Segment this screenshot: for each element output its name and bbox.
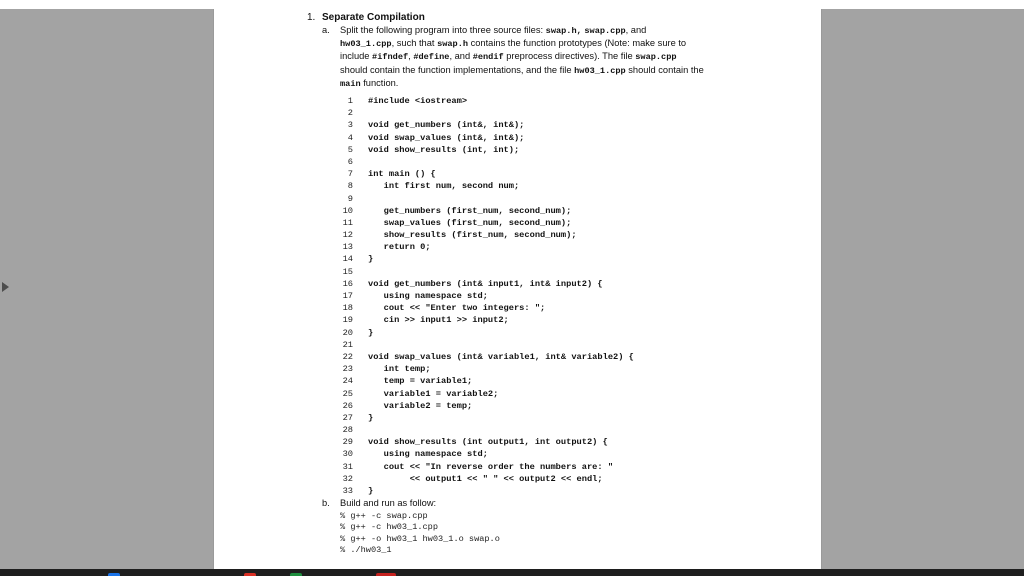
- code-text: variable2 = temp;: [368, 400, 473, 411]
- code-line: [341, 314, 509, 326]
- line-number: 14: [342, 254, 353, 265]
- line-number: 9: [347, 193, 353, 204]
- code-line: [341, 461, 614, 473]
- line-number: 25: [342, 388, 353, 399]
- code-line: [341, 95, 468, 107]
- inline-code: #ifndef: [372, 52, 409, 63]
- line-number: 10: [342, 205, 353, 216]
- line-number: 33: [342, 486, 353, 496]
- command-line: % g++ -c hw03_1.cpp: [340, 522, 438, 533]
- code-line: [341, 119, 525, 131]
- instruction-line: [340, 37, 740, 50]
- line-number: 21: [342, 339, 353, 350]
- code-line: [341, 168, 436, 180]
- code-text: int first num, second num;: [368, 181, 520, 192]
- instruction-text: ,: [408, 51, 414, 62]
- instruction-text: , and: [625, 25, 647, 35]
- code-text: int main () {: [368, 169, 436, 180]
- part-b-instructions: Build and run as follow:: [340, 498, 437, 508]
- code-text: void get_numbers (int&, int&);: [368, 120, 525, 131]
- code-text: #include <iostream>: [368, 96, 468, 106]
- line-number: 24: [342, 376, 353, 387]
- inline-code: swap.cpp: [635, 52, 677, 63]
- code-text: }: [368, 412, 374, 423]
- code-line: [341, 412, 374, 424]
- line-number: 27: [342, 412, 353, 423]
- code-line: [341, 107, 353, 119]
- command-line: % ./hw03_1: [340, 544, 392, 555]
- part-a-letter: a.: [322, 25, 330, 35]
- taskbar: [0, 569, 1024, 576]
- code-text: variable1 = variable2;: [368, 388, 499, 399]
- instruction-text: Split the following program into three source files:: [340, 25, 546, 35]
- code-text: return 0;: [368, 242, 431, 253]
- code-text: void show_results (int, int);: [368, 144, 520, 155]
- line-number: 1: [347, 96, 353, 106]
- line-number: 29: [342, 437, 353, 448]
- line-number: 7: [347, 169, 353, 180]
- code-text: << output1 << " " << output2 << endl;: [368, 473, 603, 484]
- line-number: 2: [347, 108, 353, 119]
- line-number: 22: [342, 351, 353, 362]
- question-number: 1.: [307, 12, 316, 23]
- line-number: 12: [342, 230, 353, 241]
- line-number: 28: [342, 425, 353, 436]
- code-text: void swap_values (int&, int&);: [368, 132, 525, 143]
- code-text: cout << "In reverse order the numbers are: ": [368, 461, 614, 472]
- inline-code: hw03_1.cpp: [340, 39, 392, 50]
- code-text: cout << "Enter two integers: ";: [368, 303, 546, 314]
- code-text: temp = variable1;: [368, 376, 473, 387]
- line-number: 23: [342, 364, 353, 375]
- code-line: [341, 351, 634, 363]
- line-number: 15: [342, 266, 353, 277]
- line-number: 6: [347, 156, 353, 167]
- line-number: 32: [342, 473, 353, 484]
- code-line: [341, 339, 353, 351]
- line-number: 8: [347, 181, 353, 192]
- build-commands: [340, 511, 500, 556]
- instruction-text: preprocess directives). The file: [503, 51, 636, 62]
- code-listing: [341, 95, 634, 497]
- code-text: }: [368, 327, 374, 338]
- instruction-text: should contain the function implementations, and the file: [340, 64, 575, 75]
- code-line: [341, 132, 525, 144]
- line-number: 3: [347, 120, 353, 131]
- line-number: 20: [342, 327, 353, 338]
- line-number: 11: [342, 217, 353, 228]
- question-title: Separate Compilation: [322, 12, 425, 23]
- code-line: [341, 290, 488, 302]
- code-line: [341, 193, 353, 205]
- part-b-letter: b.: [322, 498, 330, 508]
- code-line: [341, 205, 572, 217]
- code-line: [341, 302, 546, 314]
- code-text: using namespace std;: [368, 291, 488, 301]
- inline-code: swap.h,: [545, 26, 582, 36]
- line-number: 17: [342, 291, 353, 301]
- code-text: int temp;: [368, 364, 431, 375]
- code-line: [341, 436, 608, 448]
- code-line: [341, 156, 353, 168]
- part-a-instructions: [340, 24, 740, 90]
- instruction-text: should contain the: [625, 64, 704, 75]
- document-page: [213, 9, 822, 569]
- code-line: [341, 363, 431, 375]
- instruction-line: [340, 24, 740, 37]
- inline-code: #endif: [472, 52, 504, 63]
- instruction-line: [340, 64, 740, 77]
- line-number: 16: [342, 278, 353, 289]
- command-line: % g++ -c swap.cpp: [340, 511, 428, 521]
- inline-code: #define: [413, 52, 450, 63]
- instruction-line: [340, 50, 740, 63]
- instruction-text: include: [340, 51, 373, 62]
- code-line: [341, 448, 488, 460]
- code-line: [341, 241, 431, 253]
- code-line: [341, 473, 603, 485]
- code-line: [341, 400, 473, 412]
- command-line: % g++ -o hw03_1 hw03_1.o swap.o: [340, 533, 500, 544]
- inline-code: hw03_1.cpp: [574, 65, 626, 76]
- expand-arrow-icon[interactable]: [2, 282, 9, 292]
- instruction-text: function.: [360, 77, 399, 88]
- code-line: [341, 229, 577, 241]
- code-text: }: [368, 486, 374, 496]
- code-line: [341, 424, 353, 436]
- line-number: 31: [342, 461, 353, 472]
- inline-code: main: [340, 78, 361, 89]
- code-text: using namespace std;: [368, 449, 488, 460]
- line-number: 4: [347, 132, 353, 143]
- inline-code: swap.cpp: [584, 26, 626, 36]
- line-number: 30: [342, 449, 353, 460]
- instruction-text: contains the function prototypes (Note: make sure to: [468, 38, 687, 49]
- instruction-line: [340, 77, 740, 90]
- code-text: }: [368, 254, 374, 265]
- code-line: [341, 144, 520, 156]
- line-number: 18: [342, 303, 353, 314]
- code-line: [341, 388, 499, 400]
- code-line: [341, 278, 603, 290]
- instruction-text: , and: [449, 51, 473, 62]
- code-text: swap_values (first_num, second_num);: [368, 217, 572, 228]
- code-text: void get_numbers (int& input1, int& input2) {: [368, 278, 603, 289]
- code-line: [341, 327, 374, 339]
- code-line: [341, 485, 374, 497]
- code-line: [341, 180, 520, 192]
- code-line: [341, 217, 572, 229]
- code-text: show_results (first_num, second_num);: [368, 230, 577, 241]
- code-text: cin >> input1 >> input2;: [368, 315, 509, 326]
- line-number: 5: [347, 144, 353, 155]
- code-line: [341, 375, 473, 387]
- code-text: void swap_values (int& variable1, int& variable2) {: [368, 351, 634, 362]
- code-line: [341, 253, 374, 265]
- line-number: 19: [342, 315, 353, 326]
- code-text: void show_results (int output1, int output2) {: [368, 437, 608, 448]
- code-text: get_numbers (first_num, second_num);: [368, 205, 572, 216]
- line-number: 13: [342, 242, 353, 253]
- code-line: [341, 266, 353, 278]
- inline-code: swap.h: [437, 39, 469, 50]
- top-strip: [0, 0, 1024, 9]
- instruction-text: , such that: [391, 38, 438, 49]
- line-number: 26: [342, 400, 353, 411]
